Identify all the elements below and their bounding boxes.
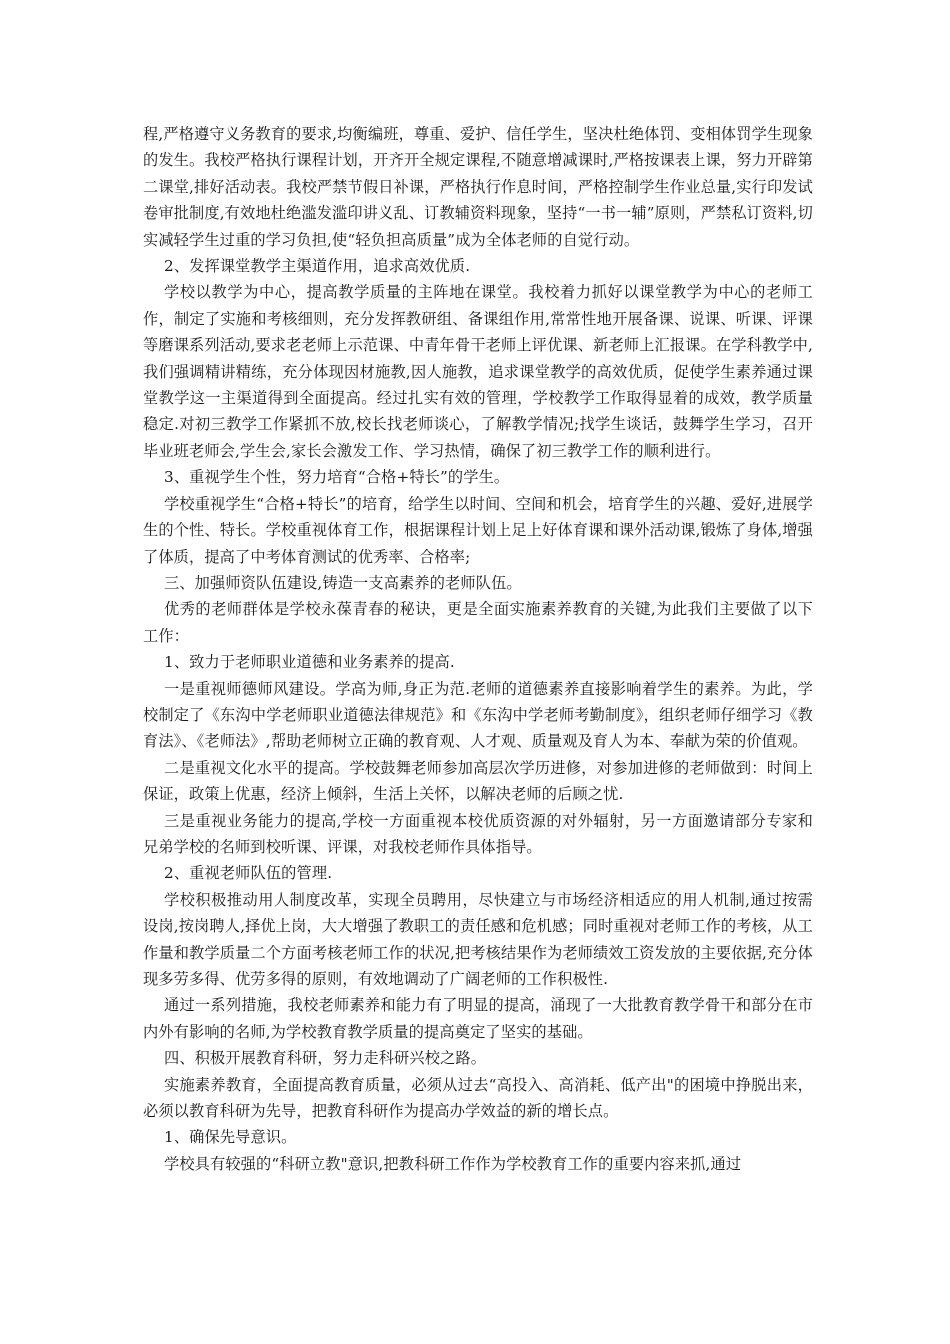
paragraph-education-level: 二是重视文化水平的提高。学校鼓舞老师参加高层次学历进修，对参加进修的老师做到：时间上保证，政策上优惠，经济上倾斜，生活上关怀，以解决老师的后顾之忧.: [143, 758, 813, 804]
subheading-classroom-teaching: 2、发挥课堂教学主渠道作用，追求高效优质.: [164, 257, 471, 276]
subheading-teacher-management: 2、重视老师队伍的管理.: [164, 864, 333, 883]
paragraph-professional-ability: 三是重视业务能力的提高,学校一方面重视本校优质资源的对外辐射，另一方面邀请部分专家和兄弟学校的名师到校听课、评课，对我校老师作具体指导。: [143, 811, 813, 856]
paragraph-classroom-teaching: 学校以教学为中心，提高教学质量的主阵地在课堂。我校着力抓好以课堂教学为中心的老师工作，制定了实施和考核细则，充分发挥教研组、备课组作用,常常性地开展备课、说课、听课、评课等磨课系列活动,要求老老师上示范课、中青年骨干老师上评优课、新老师上汇报课。在学科教学中,我们强调精讲精练，充分体现因材施教,因人施教，追求课堂教学的高效优质，促使学生素养通过课堂教学这一主渠道得到全面提高。经过扎实有效的管理，学校教学工作取得显着的成效，教学质量稳定.对初三教学工作紧抓不放,校长找老师谈心，了解教学情况;找学生谈话，鼓舞学生学习，召开毕业班老师会,学生会,家长会激发工作、学习热情，确保了初三教学工作的顺利进行。: [143, 283, 813, 460]
paragraph-teacher-team-intro: 优秀的老师群体是学校永葆青春的秘诀，更是全面实施素养教育的关键,为此我们主要做了以下工作：: [143, 600, 813, 645]
section-heading-research: 四、积极开展教育科研，努力走科研兴校之路。: [164, 1049, 487, 1068]
document-body: [143, 121, 813, 1177]
section-heading-teacher-team: 三、加强师资队伍建设,铸造一支高素养的老师队伍。: [164, 573, 522, 592]
subheading-leading-awareness: 1、确保先导意识。: [164, 1128, 297, 1147]
paragraph-measures-results: 通过一系列措施，我校老师素养和能力有了明显的提高，涌现了一大批教育教学骨干和部分在市内外有影响的名师,为学校教育教学质量的提高奠定了坚实的基础。: [143, 996, 813, 1041]
paragraph-ethics: 一是重视师德师风建设。学高为师,身正为范.老师的道德素养直接影响着学生的素养。为此，学校制定了《东沟中学老师职业道德法律规范》和《东沟中学老师考勤制度》，组织老师仔细学习《教育法》、《老师法》,帮助老师树立正确的教育观、人才观、质量观及育人为本、奉献为荣的价值观。: [143, 679, 813, 751]
paragraph-continued: 程,严格遵守义务教育的要求,均衡编班，尊重、爱护、信任学生，坚决杜绝体罚、变相体罚学生现象的发生。我校严格执行课程计划，开齐开全规定课程,不随意增减课时,严格按课表上课，努力开辟第二课堂,排好活动表。我校严禁节假日补课，严格执行作息时间，严格控制学生作业总量,实行印发试卷审批制度,有效地杜绝滥发滥印讲义乱、订教辅资料现象，坚持“一书一辅”原则，严禁私订资料,切实减轻学生过重的学习负担,使“轻负担高质量”成为全体老师的自觉行动。: [143, 125, 813, 249]
subheading-teacher-ethics: 1、致力于老师职业道德和业务素养的提高.: [164, 653, 455, 672]
subheading-student-individuality: 3、重视学生个性，努力培育“合格+特长”的学生。: [164, 468, 510, 487]
paragraph-research-awareness: 学校具有较强的“科研立教"意识,把教科研工作作为学校教育工作的重要内容来抓,通过: [164, 1154, 742, 1173]
paragraph-personnel-reform: 学校积极推动用人制度改革，实现全员聘用，尽快建立与市场经济相适应的用人机制,通过按需设岗,按岗聘人,择优上岗，大大增强了教职工的责任感和危机感；同时重视对老师工作的考核，从工作量和教学质量二个方面考核老师工作的状况,把考核结果作为老师绩效工资发放的主要依据,充分体现多劳多得、优劳多得的原则，有效地调动了广阔老师的工作积极性.: [143, 890, 813, 988]
paragraph-research-intro: 实施素养教育，全面提高教育质量，必须从过去“高投入、高消耗、低产出"的困境中挣脱出来，必须以教育科研为先导，把教育科研作为提高办学效益的新的增长点。: [143, 1075, 813, 1121]
paragraph-student-individuality: 学校重视学生“合格+特长”的培育，给学生以时间、空间和机会，培育学生的兴趣、爱好,进展学生的个性、特长。学校重视体育工作，根据课程计划上足上好体育课和课外活动课,锻炼了身体,增强了体质，提高了中考体育测试的优秀率、合格率;: [143, 494, 813, 566]
